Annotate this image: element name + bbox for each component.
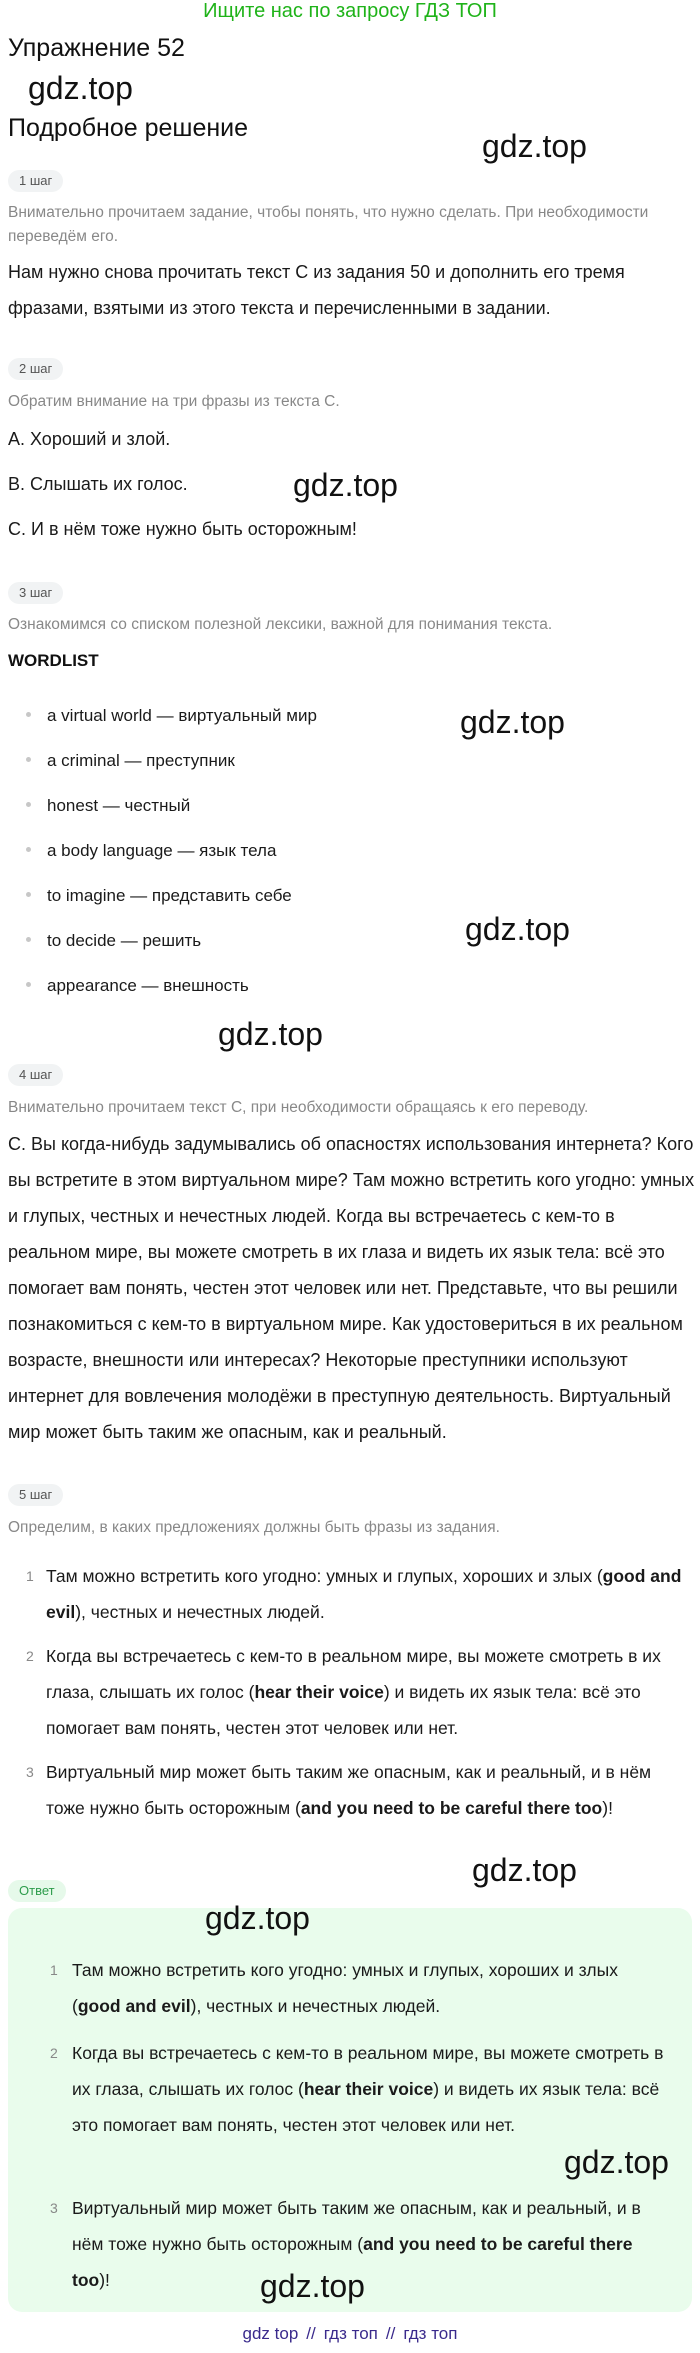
bullet-icon	[26, 937, 31, 942]
watermark: gdz.top	[218, 1016, 323, 1052]
wordlist-item: appearance — внешность	[26, 974, 249, 998]
bullet-icon	[26, 757, 31, 762]
watermark: gdz.top	[472, 1852, 577, 1888]
bullet-icon	[26, 712, 31, 717]
watermark: gdz.top	[28, 70, 133, 106]
answer-item: 3 Виртуальный мир может быть таким же опасным, как и реальный, и в нём тоже нужно быть осторожным (and you need to be careful there too)!	[50, 2190, 670, 2298]
bullet-icon	[26, 847, 31, 852]
footer-separator: //	[385, 2324, 396, 2343]
phrase-b: B. Слышать их голос.	[8, 474, 188, 494]
step-badge: 2 шаг	[8, 358, 63, 380]
numbered-item: 3 Виртуальный мир может быть таким же опасным, как и реальный, и в нём тоже нужно быть осторожным (and you need to be careful there too)!	[26, 1754, 692, 1826]
watermark: gdz.top	[465, 911, 570, 947]
footer-links	[0, 2324, 700, 2344]
answer-phrase: and you need to be careful there too	[72, 2234, 633, 2290]
watermark: gdz.top	[564, 2144, 669, 2180]
wordlist-item: to decide — решить	[26, 929, 201, 953]
answer-phrase: good and evil	[77, 1996, 191, 2016]
answer-badge: Ответ	[8, 1880, 66, 1902]
answer-phrase: good and evil	[46, 1566, 682, 1622]
step-badge: 4 шаг	[8, 1064, 63, 1086]
phrase-a: A. Хороший и злой.	[8, 429, 171, 449]
step-hint: Определим, в каких предложениях должны быть фразы из задания.	[8, 1519, 500, 1536]
wordlist-item: a virtual world — виртуальный мир	[26, 704, 317, 728]
text-c: C. Вы когда-нибудь задумывались об опасностях использования интернета? Кого вы встретите в этом виртуальном мире? Там можно встретить кого угодно: умных и глупых, честных и нечестных людей. Когда вы встречаетесь с кем-то в реальном мире, вы можете смотреть в их глаза и видеть их язык тела: всё это помогает вам понять, честен этот человек или нет. Представьте, что вы решили познакомиться с кем-то в виртуальном мире. Как удостовериться в их реальном возрасте, внешности или интересах? Некоторые преступники используют интернет для вовлечения молодёжи в преступную деятельность. Виртуальный мир может быть таким же опасным, как и реальный.	[8, 1134, 695, 1442]
step-badge: 5 шаг	[8, 1484, 63, 1506]
wordlist-item: a body language — язык тела	[26, 839, 276, 863]
footer-link[interactable]: гдз топ	[323, 2324, 378, 2343]
watermark: gdz.top	[260, 2268, 365, 2304]
step-hint: Ознакомимся со списком полезной лексики, важной для понимания текста.	[8, 616, 553, 633]
footer-link[interactable]: гдз топ	[403, 2324, 458, 2343]
step-badge: 1 шаг	[8, 170, 63, 192]
wordlist-item: to imagine — представить себе	[26, 884, 292, 908]
numbered-item: 1 Там можно встретить кого угодно: умных и глупых, хороших и злых (good and evil), честных и нечестных людей.	[26, 1558, 692, 1630]
item-number: 2	[26, 1648, 34, 1664]
bullet-icon	[26, 892, 31, 897]
answer-phrase: hear their voice	[303, 2079, 434, 2099]
exercise-title: Упражнение 52	[8, 34, 185, 62]
item-number: 1	[26, 1568, 34, 1584]
step-hint: Обратим внимание на три фразы из текста C.	[8, 393, 340, 410]
item-number: 3	[50, 2200, 58, 2216]
answer-item: 1 Там можно встретить кого угодно: умных и глупых, хороших и злых (good and evil), честных и нечестных людей.	[50, 1952, 670, 2024]
bullet-icon	[26, 982, 31, 987]
item-number: 2	[50, 2045, 58, 2061]
item-number: 1	[50, 1962, 58, 1978]
top-banner: Ищите нас по запросу ГДЗ ТОП	[203, 0, 497, 22]
phrase-c: C. И в нём тоже нужно быть осторожным!	[8, 519, 357, 539]
answer-phrase: and you need to be careful there too	[300, 1798, 603, 1818]
numbered-item: 2 Когда вы встречаетесь с кем-то в реальном мире, вы можете смотреть в их глаза, слышать их голос (hear their voice) и видеть их язык тела: всё это помогает вам понять, честен этот человек или нет.	[26, 1638, 692, 1746]
watermark: gdz.top	[205, 1900, 310, 1936]
bullet-icon	[26, 802, 31, 807]
step-hint: Внимательно прочитаем текст C, при необходимости обращаясь к его переводу.	[8, 1099, 589, 1116]
step-text: Нам нужно снова прочитать текст C из задания 50 и дополнить его тремя фразами, взятыми из этого текста и перечисленными в задании.	[8, 262, 625, 318]
solution-title: Подробное решение	[8, 114, 249, 142]
watermark: gdz.top	[482, 128, 587, 164]
footer-link[interactable]: gdz top	[242, 2324, 299, 2343]
watermark: gdz.top	[460, 704, 565, 740]
item-number: 3	[26, 1764, 34, 1780]
answer-phrase: hear their voice	[254, 1682, 384, 1702]
wordlist-item: a criminal — преступник	[26, 749, 235, 773]
step-badge: 3 шаг	[8, 582, 63, 604]
step-hint: Внимательно прочитаем задание, чтобы понять, что нужно сделать. При необходимости переведём его.	[8, 204, 649, 245]
wordlist-title: WORDLIST	[8, 651, 99, 670]
footer-separator: //	[306, 2324, 316, 2343]
wordlist-item: honest — честный	[26, 794, 190, 818]
answer-item: 2 Когда вы встречаетесь с кем-то в реальном мире, вы можете смотреть в их глаза, слышать их голос (hear their voice) и видеть их язык тела: всё это помогает вам понять, честен этот человек или нет.	[50, 2035, 670, 2143]
watermark: gdz.top	[293, 467, 398, 503]
